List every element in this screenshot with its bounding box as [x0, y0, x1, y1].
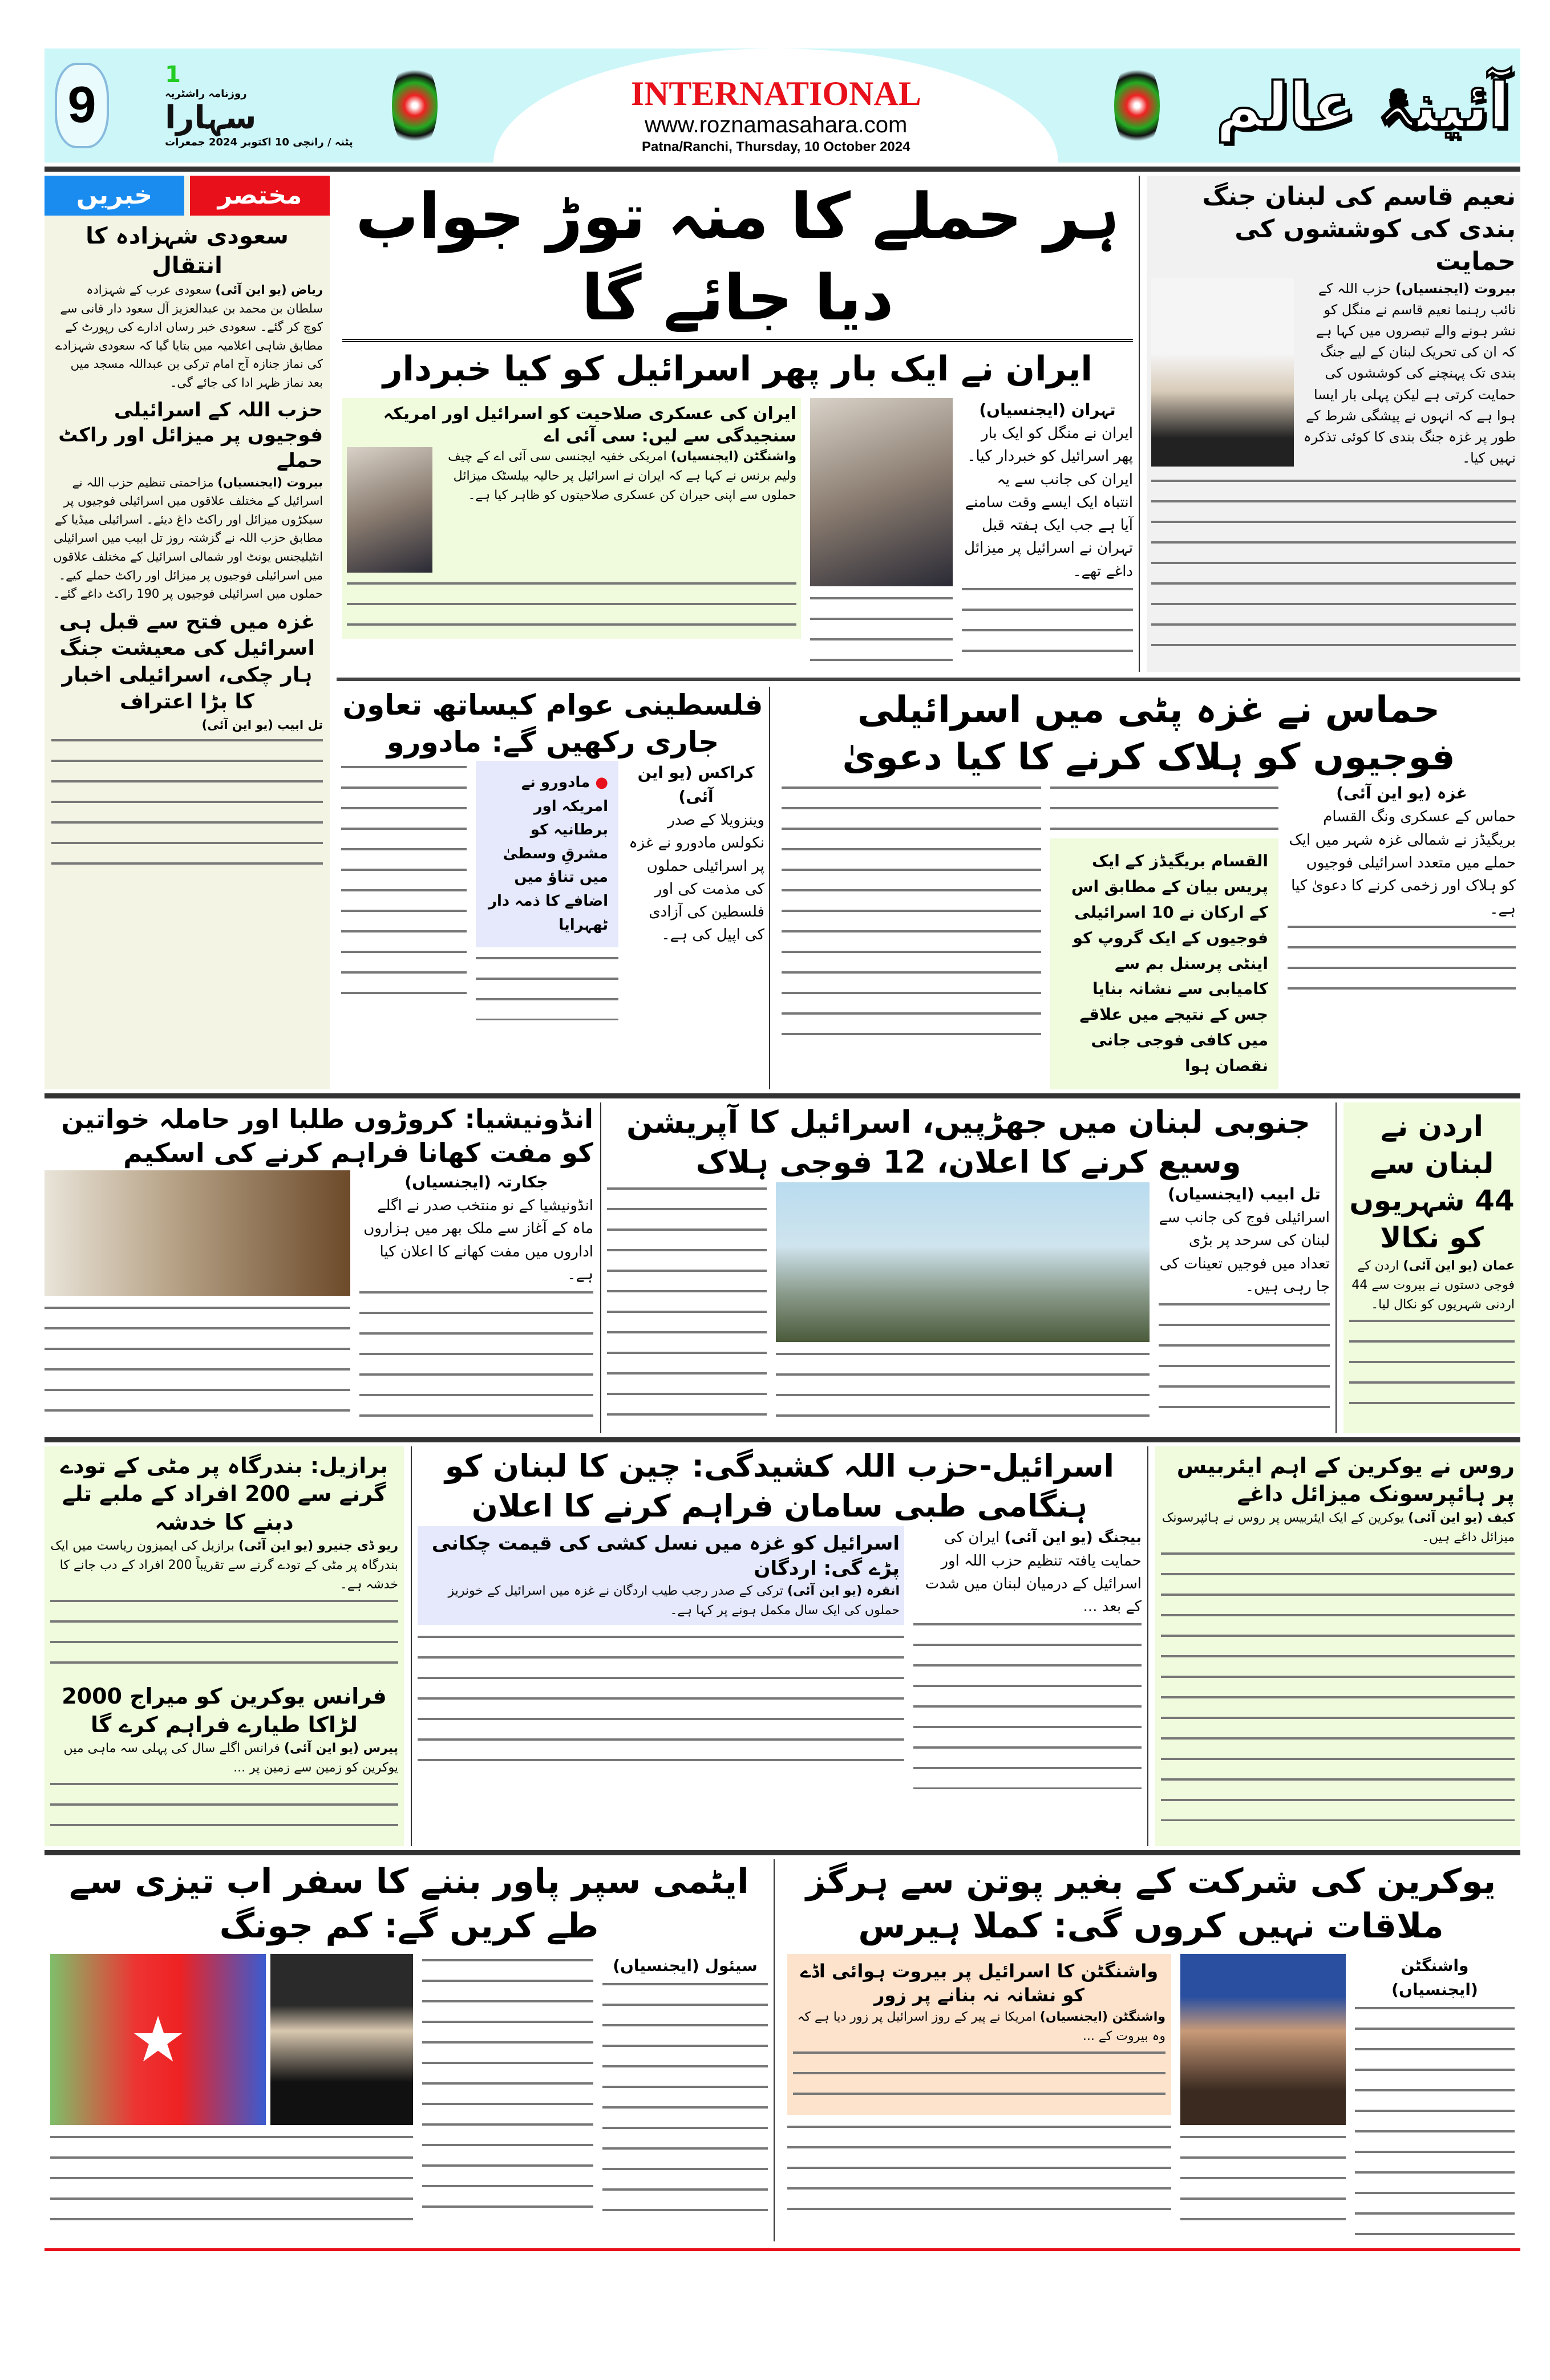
page-number: 9 [55, 63, 109, 148]
lead-text: ترکی کے صدر رجب طیب اردگان نے غزہ میں اسرائیل کے خونریز حملوں کی ایک سال مکمل ہونے پر کہا ہے۔ [448, 1583, 900, 1617]
body-text [776, 1348, 1150, 1433]
photo-pair [50, 1954, 413, 2125]
naeem-body [1151, 278, 1516, 469]
paper-name: سہارا [165, 99, 257, 137]
column [1050, 781, 1278, 1089]
right-block [337, 176, 1520, 1089]
erdogan-story [418, 1526, 904, 1625]
tab-news[interactable]: خبریں [44, 176, 184, 216]
body-text [1349, 1315, 1515, 1417]
photo-column [810, 398, 953, 672]
lead-text: فرانس اگلے سال کی پہلی سہ ماہی میں یوکرین کو زمین سے زمین پر ... [63, 1741, 398, 1775]
top-block [44, 176, 1520, 1089]
maduro-story [337, 687, 770, 1089]
headline: اسرائیل-حزب اللہ کشیدگی: چین کا لبنان کو ہنگامی طبی سامان فراہم کرنے کا اعلان [444, 1448, 1115, 1525]
newspaper-logo [165, 61, 353, 149]
column [787, 1954, 1171, 2223]
row-5 [44, 1859, 1520, 2241]
bullet-icon: ● [595, 774, 608, 791]
dateline: تل ابیب (ایجنسیاں) [1168, 1184, 1321, 1203]
headline: ایٹمی سپر پاور بننے کا سفر اب تیزی سے طے کریں گے: کم جونگ [69, 1862, 749, 1947]
body-text [50, 1595, 398, 1674]
lead-text: حماس کے عسکری ونگ القسام بریگیڈز نے شمالی غزہ شہر میں ایک حملے میں متعدد اسرائیلی فوجیوں کو ہلاک اور زخمی کرنے کا دعویٰ کیا ہے۔ [1289, 808, 1516, 918]
dateline: کیف (یو این آئی) [1408, 1510, 1515, 1525]
body-text [50, 2131, 413, 2222]
lead-text: برازیل کی ایمیزون ریاست میں ایک بندرگاہ پر مٹی کے تودے گرنے سے تقریباً 200 افراد کے دب جانے کا خدشہ ہے۔ [50, 1539, 398, 1592]
column [476, 761, 618, 1020]
russia-story [1155, 1446, 1520, 1846]
headline: یوکرین کی شرکت کے بغیر پوتن سے ہرگز ملاقات نہیں کروں گی: کملا ہیرس [806, 1862, 1496, 1947]
photo-flags [50, 1954, 266, 2125]
dateline: انقرہ (یو این آئی) [787, 1583, 900, 1598]
china-columns [418, 1526, 1142, 1789]
body-text [782, 781, 1041, 1044]
dateline: کراکس (یو این آئی) [637, 763, 755, 806]
body-text [1050, 781, 1278, 838]
lead-text: مزاحمتی تنظیم حزب اللہ نے اسرائیل کے مختلف علاقوں میں اسرائیلی فوجیوں پر سیکڑوں میزائل اور راکٹ داغ دیئے۔ اسرائیلی میڈیا کے مطابق حزب اللہ نے گزشتہ روز تل ابیب میں اسرائیلی انٹیلیجنس یونٹ اور شمالی اسرائیل کے مختلف علاقوں میں اسرائیلی فوجیوں پر میزائل اور راکٹ حملے کیے۔ حملوں میں اسرائیلی فوجیوں پر 190 راکٹ داغے گئے۔ [53, 475, 323, 601]
kamala-columns [787, 1954, 1515, 2241]
section-title: آئینۂ عالم [1216, 69, 1510, 142]
indonesia-story [44, 1102, 593, 1433]
headline: واشنگٹن کا اسرائیل پر بیروت ہوائی اڈے کو نشانہ نہ بنانے پر زور [800, 1960, 1159, 2006]
body-text [1180, 2131, 1346, 2222]
column [44, 1170, 350, 1416]
pull-quote: القسام بریگیڈز کے ایک پریس بیان کے مطابق اس کے ارکان نے 10 اسرائیلی فوجیوں کے ایک گروپ کو اینٹی پرسنل بم سے کامیابی سے نشانہ بنایا جس کے نتیجے میں علاقے میں کافی فوجی جانی نقصان ہوا [1050, 838, 1278, 1089]
dateline: واشنگٹن (ایجنسیاں) [1039, 2009, 1165, 2024]
headline: روس نے یوکرین کے اہم ایئربیس پر ہائپرسونک میزائل داغے [1176, 1453, 1515, 1507]
dateline: جکارتہ (ایجنسیاں) [404, 1173, 548, 1192]
maduro-columns [341, 761, 764, 1020]
body-text [1159, 1298, 1330, 1412]
column [418, 1526, 904, 1779]
paper-tagline: روزنامہ راشٹریہ [165, 87, 247, 100]
dateline: تل ابیب (یو این آئی) [201, 717, 323, 732]
lead-text: امریکی خفیہ ایجنسی سی آئی اے کے چیف ولیم برنس نے کہا ہے کہ ایران نے اسرائیل پر حالیہ بیلسٹک میزائل حملوں سے اپنی حیران کن عسکری صلاحیتوں کو ظاہر کیا ہے۔ [448, 449, 796, 503]
tab-brief[interactable]: مختصر [190, 176, 330, 216]
lead-text: ایران نے منگل کو ایک بار پھر اسرائیل کو خبردار کیا۔ ایران کی جانب سے یہ انتباہ ایک ایسے وقت سامنے آیا ہے جب ایک ہفتہ قبل تہران نے اسرائیل پر میزائل داغے تھے۔ [964, 425, 1133, 580]
row-3 [44, 1102, 1520, 1433]
divider [337, 678, 1520, 681]
briefs-column [44, 176, 330, 1089]
urdu-date: پٹنہ / رانچی 10 اکتوبر 2024 جمعرات [165, 136, 353, 148]
lead-text: وینزویلا کے صدر نکولس مادورو نے غزہ پر اسرائیلی حملوں کی مذمت کی اور فلسطین کی آزادی کی اپیل کی ہے۔ [629, 812, 764, 944]
photo-kamala-harris [1180, 1954, 1346, 2125]
divider [44, 1093, 1520, 1098]
main-headline: ہر حملے کا منہ توڑ جواب دیا جائے گا [355, 180, 1120, 334]
website-url: www.roznamasahara.com [645, 112, 908, 137]
photo-william-burns [347, 447, 432, 573]
body-text [913, 1618, 1142, 1789]
body-text [602, 1978, 768, 2217]
anniversary-mark: 1 [165, 61, 181, 88]
dateline: پیرس (یو این آئی) [284, 1741, 398, 1756]
column [359, 1170, 593, 1417]
starburst-icon [392, 60, 438, 151]
body-text [1151, 475, 1516, 657]
lead-text: اردن کے فوجی دستوں نے بیروت سے 44 اردنی شہریوں کو نکال لیا۔ [1351, 1258, 1515, 1312]
body-text [347, 577, 796, 634]
cia-story [342, 398, 801, 639]
dateline: عمان (یو این آئی) [1403, 1258, 1515, 1273]
dateline: سیئول (ایجنسیاں) [613, 1956, 758, 1976]
divider [44, 1437, 1520, 1442]
headline: انڈونیشیا: کروڑوں طلبا اور حاملہ خواتین کو مفت کھانا فراہم کرنے کی اسکیم [61, 1103, 593, 1169]
photo-kim-jong-un [270, 1954, 413, 2125]
starburst-icon [1114, 60, 1160, 151]
headline: برازیل: بندرگاہ پر مٹی کے تودے گرنے سے 200 افراد کے ملبے تلے دبنے کا خدشہ [60, 1453, 388, 1535]
masthead [44, 48, 1520, 163]
photo-iranian-minister [810, 398, 953, 586]
body-text [787, 2120, 1171, 2223]
row-1 [337, 176, 1520, 672]
photo-smoke-lebanon [776, 1182, 1150, 1342]
headline: فلسطینی عوام کیساتھ تعاون جاری رکھیں گے: مادورو [342, 688, 763, 759]
photo-school-meals [44, 1170, 350, 1296]
headline: اردن نے لبنان سے 44 شہریوں کو نکالا [1349, 1109, 1515, 1254]
headline: غزہ میں فتح سے قبل ہی اسرائیل کی معیشت جنگ ہار چکی، اسرائیلی اخبار کا بڑا اعتراف [59, 610, 315, 714]
brief-hezbollah [44, 398, 330, 603]
headline: حزب اللہ کے اسرائیلی فوجیوں پر میزائل اور راکٹ حملے [58, 399, 323, 472]
body-text [422, 1954, 593, 2222]
divider [44, 1850, 1520, 1855]
kamala-harris-story [782, 1859, 1520, 2241]
headline: حماس نے غزہ پٹی میں اسرائیلی فوجیوں کو ہلاک کرنے کا کیا دعویٰ [842, 689, 1455, 779]
column [1288, 781, 1516, 1005]
body-text [44, 1302, 350, 1416]
brazil-france-column [44, 1446, 404, 1846]
kim-columns [50, 1954, 768, 2222]
row-2 [337, 687, 1520, 1089]
pull-quote-text: مادورو نے امریکہ اور برطانیہ کو مشرقِ وسطیٰ میں تناؤ میں اضافے کا ذمہ دار ٹھہرایا [488, 774, 608, 934]
jordan-story [1343, 1102, 1520, 1433]
body-text [341, 761, 467, 1000]
body-text [607, 1182, 767, 1433]
dateline: تہران (ایجنسیاں) [979, 400, 1116, 419]
body-text [810, 592, 953, 672]
hamas-columns [782, 781, 1516, 1089]
body-text [1355, 2002, 1515, 2241]
pull-quote [476, 761, 618, 947]
hamas-story [777, 687, 1520, 1089]
body-text [962, 583, 1133, 668]
body-text [51, 734, 323, 882]
lead-text: یوکرین کے ایک ایئربیس پر روس نے ہائپرسونک میزائل داغے ہیں۔ [1162, 1510, 1515, 1544]
main-subheadline: ایران نے ایک بار پھر اسرائیل کو کیا خبردار [342, 339, 1133, 391]
section-label: INTERNATIONAL [630, 74, 921, 112]
headline: سعودی شہزادہ کا انتقال [86, 223, 289, 279]
main-story [337, 176, 1140, 672]
brief-gaza-economy [44, 609, 330, 883]
row-4 [44, 1446, 1520, 1846]
body-text [418, 1631, 904, 1779]
tab-bar [44, 176, 330, 216]
dateline: ریو ڈی جنیرو (یو این آئی) [238, 1539, 398, 1554]
column [1355, 1954, 1515, 2241]
body-text [1288, 921, 1516, 1006]
lead-text: اسرائیلی فوج کی جانب سے لبنان کی سرحد پر بڑی تعداد میں فوجیں تعینات کی جا رہی ہیں۔ [1159, 1209, 1330, 1295]
lebanon-columns [607, 1182, 1330, 1433]
body-text [476, 952, 618, 1020]
dateline: بیجنگ (یو این آئی) [1004, 1529, 1142, 1547]
main-columns [342, 398, 1133, 672]
column [776, 1182, 1150, 1433]
column [1159, 1182, 1330, 1412]
column [1180, 1954, 1346, 2222]
headline: جنوبی لبنان میں جھڑپیں، اسرائیل کا آپریشن وسیع کرنے کا اعلان، 12 فوجی ہلاک [626, 1104, 1311, 1180]
main-body [962, 398, 1133, 668]
dateline: واشنگٹن (ایجنسیاں) [670, 449, 796, 464]
headline: نعیم قاسم کی لبنان جنگ بندی کی کوششوں کی حمایت [1202, 182, 1516, 277]
lead-text: سعودی عرب کے شہزادہ سلطان بن محمد بن عبدالعزیز آل سعود دار فانی سے کوچ کر گئے۔ سعودی خبر رساں ادارے کی رپورٹ کے مطابق شاہی اعلامیہ میں بتایا گیا کہ سعودی شہزادے کی نماز جنازہ آج امام ترکی بن عبداللہ مسجد میں بعد نماز ظہر ادا کی جائے گی۔ [55, 283, 323, 390]
column [602, 1954, 768, 2217]
dateline: بیروت (ایجنسیاں) [217, 475, 323, 489]
body-text [359, 1286, 593, 1417]
footer-rule [44, 2248, 1520, 2251]
column [913, 1526, 1142, 1789]
lead-text: انڈونیشیا کے نو منتخب صدر نے اگلے ماہ کے آغاز سے ملک بھر میں ہزاروں اداروں میں مفت کھانے کا اعلان کیا ہے۔ [363, 1197, 593, 1284]
divider [44, 167, 1520, 172]
indonesia-columns [44, 1170, 593, 1417]
dateline: غزہ (یو این آئی) [1336, 784, 1467, 803]
dateline: بیروت (ایجنسیاں) [1395, 280, 1516, 297]
body-text [793, 2046, 1165, 2109]
cia-body [347, 447, 796, 573]
column [50, 1954, 413, 2222]
china-lebanon-story [411, 1446, 1148, 1846]
headline: ایران کی عسکری صلاحیت کو اسرائیل اور امریکہ سنجیدگی سے لیں: سی آئی اے [383, 404, 796, 446]
naeem-qassem-story [1147, 176, 1520, 672]
dateline: ریاض (یو این آئی) [215, 283, 323, 297]
headline: اسرائیل کو غزہ میں نسل کشی کی قیمت چکانی پڑے گی: اردگان [431, 1532, 900, 1580]
photo-naeem-qassem [1151, 278, 1294, 467]
lead-text: امریکا نے پیر کے روز اسرائیل پر زور دیا ہے کہ وہ بیروت کے ... [797, 2009, 1165, 2044]
header-dome [493, 48, 1058, 163]
column [628, 761, 764, 947]
dateline: واشنگٹن (ایجنسیاں) [1391, 1956, 1478, 2000]
body-text [50, 1778, 398, 1840]
body-text [1161, 1547, 1515, 1821]
brief-saudi [44, 221, 330, 392]
star-icon: ★ [129, 2003, 187, 2077]
beirut-airport-story [787, 1954, 1171, 2114]
lead-text: ایران کی حمایت یافتہ تنظیم حزب اللہ اور اسرائیل کے درمیان لبنان میں شدت کے بعد ... [925, 1529, 1142, 1616]
headline: فرانس یوکرین کو میراج 2000 لڑاکا طیارے فراہم کرے گا [62, 1684, 387, 1737]
english-date: Patna/Ranchi, Thursday, 10 October 2024 [642, 139, 910, 155]
south-lebanon-story [600, 1102, 1337, 1433]
lead-text: حزب اللہ کے نائب رہنما نعیم قاسم نے منگل کو نشر ہونے والے تبصروں میں کہا ہے کہ ان کی تحریک لبنان کے لیے جنگ بندی تک پہنچنے کی کوششوں کی حمایت کرتی ہے لیکن پہلی بار ایسا ہوا ہے کہ انہوں نے پیشگی شرط کے طور پر غزہ جنگ بندی کا کوئی تذکرہ نہیں کیا۔ [1303, 280, 1516, 467]
kim-jong-story [44, 1859, 775, 2241]
